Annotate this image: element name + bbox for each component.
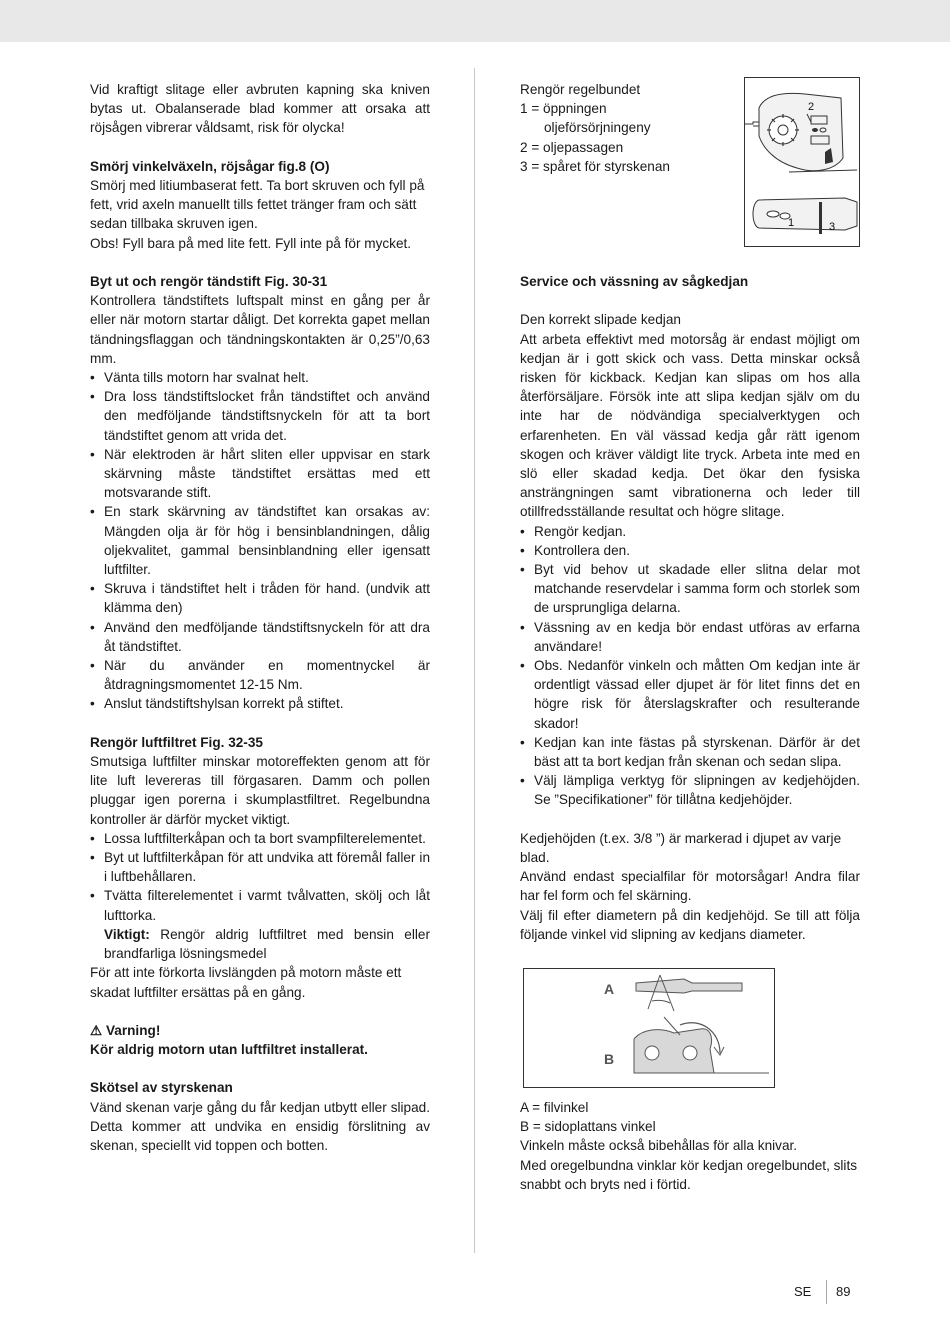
chain-pitch-text: Kedjehöjden (t.ex. 3/8 ”) är markerad i djupet av varje blad.: [520, 830, 842, 866]
fig-legend-line: 1 = öppningen: [520, 101, 607, 117]
list-item: • Vässning av en kedja bör endast utföras av erfarna användare!: [520, 618, 860, 656]
important-label: Viktigt:: [104, 926, 150, 942]
list-item: • Dra loss tändstiftslocket från tändstiftet och använd den medföljande tändstiftsnyckeln för att ta bort tändstiftet genom att vrida det.: [90, 387, 430, 445]
air-filter-closing: För att inte förkorta livslängden på motorn måste ett skadat luftfilter ersättas på en gång.: [90, 965, 402, 1000]
fig-legend-line: Rengör regelbundet: [520, 82, 641, 97]
spark-plug-text: Kontrollera tändstiftets luftspalt minst en gång per år eller när motorn startar dåligt. Det korrekta gapet mellan tändningsflaggan och tändningskontakten är 0,25”/0,63 mm.: [90, 293, 430, 366]
list-item: • Byt vid behov ut skadade eller slitna delar mot matchande reservdelar i samma form och storlek som de ursprungliga delarna.: [520, 560, 860, 618]
fig-legend-line: oljeförsörjningeny: [544, 120, 651, 136]
list-item: • Kedjan kan inte fästas på styrskenan. Därför är det bäst att ta bort kedjan från skenan och sedan slipa.: [520, 733, 860, 771]
top-header-band: [0, 0, 950, 42]
important-text: Rengör aldrig luftfiltret med bensin eller brandfarliga lösningsmedel: [104, 926, 430, 962]
list-item: • Byt ut luftfilterkåpan för att undvika att föremål faller in i luftbehållaren.: [90, 848, 430, 886]
chain-cutter-drawing: [524, 969, 774, 1087]
list-item: • Lossa luftfilterkåpan och ta bort svampfilterelementet.: [90, 829, 430, 848]
list-item: • Välj lämpliga verktyg för slipningen av kedjehöjden. Se ”Specifikationer” för tillåtna kedjehöjder.: [520, 771, 860, 809]
angle-gear-text: Smörj med litiumbaserat fett. Ta bort skruven och fyll på fett, vrid axeln manuellt tills fettet tränger fram och sätt sedan tillbaka skruven igen.: [90, 178, 425, 232]
air-filter-text: Smutsiga luftfilter minskar motoreffekten genom att för lite luft levereras till förgasaren. Damm och pollen pluggar igen porerna i skumplastfiltret. Regelbundna kontroller är därför mycket viktigt.: [90, 754, 430, 827]
list-item: • Rengör kedjan.: [520, 522, 860, 541]
section-heading-spark-plug: Byt ut och rengör tändstift Fig. 30-31: [90, 274, 328, 289]
section-heading-angle-gear: Smörj vinkelväxeln, röjsågar fig.8 (O): [90, 158, 330, 174]
list-item: • När du använder en momentnyckel är åtdragningsmomentet 12-15 Nm.: [90, 656, 430, 694]
label-3: 3: [829, 221, 836, 233]
footer-separator: [826, 1280, 827, 1304]
list-item: • Tvätta filterelementet i varmt tvålvatten, skölj och låt lufttorka.: [90, 886, 430, 924]
fig-legend-line: B = sidoplattans vinkel: [520, 1119, 656, 1135]
section-heading-guide-bar: Skötsel av styrskenan: [90, 1080, 233, 1096]
chainsaw-sprocket-drawing: [745, 78, 859, 246]
list-item: • Vänta tills motorn har svalnat helt.: [90, 368, 430, 387]
list-item: • Anslut tändstiftshylsan korrekt på stiftet.: [90, 694, 430, 713]
label-a: A: [604, 981, 615, 997]
column-divider: [474, 68, 475, 1253]
label-1: 1: [788, 217, 795, 229]
language-code: SE: [794, 1284, 812, 1299]
warning-heading: ⚠ Varning!: [90, 1022, 161, 1038]
air-filter-important: [90, 925, 430, 963]
filing-angle-figure: [523, 968, 775, 1088]
list-item: • Kontrollera den.: [520, 541, 860, 560]
fig-legend-line: 2 = oljepassagen: [520, 139, 624, 155]
file-text: Använd endast specialfilar för motorsågar! Andra filar har fel form och fel skärning.: [520, 869, 860, 904]
fig-legend-line: A = filvinkel: [520, 1100, 589, 1116]
angle-gear-note: Obs! Fyll bara på med lite fett. Fyll inte på för mycket.: [90, 235, 412, 251]
chain-text: Att arbeta effektivt med motorsåg är endast möjligt om kedjan är i gott skick och vass. Detta minskar också risken för kickback. Kedjan kan slipas om hos alla återförsäljare. Försök inte att slipa kedjan själv om du inte har de nödvändiga specialverktygen och erfarenheten. En väl vässad kedja går rätt igenom skogen och kräver väldigt lite tryck. Arbeta inte med en slö eller skadad kedja. Det ökar den fysiska ansträngningen samt vibrationerna och leder till otillfredsställande resultat och högre slitage.: [520, 331, 860, 520]
section-heading-air-filter: Rengör luftfiltret Fig. 32-35: [90, 734, 263, 750]
fig-legend-line: Med oregelbundna vinklar kör kedjan oregelbundet, slits snabbt och bryts ned i förtid.: [520, 1157, 858, 1192]
guide-bar-text: Vänd skenan varje gång du får kedjan utbytt eller slipad. Detta kommer att undvika en ensidig förslitning av skenan, speciellt vid toppen och botten.: [90, 1099, 430, 1154]
list-item: • Använd den medföljande tändstiftsnyckeln för att dra åt tändstiftet.: [90, 618, 430, 656]
fig-legend-line: 3 = spåret för styrskenan: [520, 158, 670, 174]
list-item: • En stark skärvning av tändstiftet kan orsakas av: Mängden olja är för hög i bensinblandningen, dålig oljekvalitet, gammal bensinblandning eller igensatt luftfilter.: [90, 502, 430, 579]
oil-opening-figure: [744, 77, 860, 247]
label-2: 2: [808, 101, 815, 113]
list-item: • Obs. Nedanför vinkeln och måtten Om kedjan inte är ordentligt vässad eller djupet är för litet finns det en högre risk för återslagskrafter och resulterande skador!: [520, 656, 860, 733]
left-column: [90, 80, 430, 1155]
chain-subheading: Den korrekt slipade kedjan: [520, 312, 681, 328]
page-number: 89: [836, 1284, 851, 1299]
spark-plug-list: [90, 368, 430, 714]
list-item: • När elektroden är hårt sliten eller uppvisar en stark skärvning måste tändstiftet ersättas med ett motsvarande stift.: [90, 445, 430, 503]
label-b: B: [604, 1051, 615, 1067]
blade-wear-paragraph: Vid kraftigt slitage eller avbruten kapning ska kniven bytas ut. Obalanserade blad kommer att orsaka att röjsågen vibrerar våldsamt, risk för olycka!: [90, 82, 430, 136]
warning-text: Kör aldrig motorn utan luftfiltret installerat.: [90, 1042, 368, 1058]
chain-list: [520, 522, 860, 810]
file-diameter-text: Välj fil efter diametern på din kedjehöjd. Se till att följa följande vinkel vid slipning av kedjans diameter.: [520, 907, 860, 942]
section-heading-chain-service: Service och vässning av sågkedjan: [520, 273, 749, 289]
list-item: • Skruva i tändstiftet helt i tråden för hand. (undvik att klämma den): [90, 579, 430, 617]
fig-legend-line: Vinkeln måste också bibehållas för alla knivar.: [520, 1138, 798, 1154]
air-filter-list: [90, 829, 430, 925]
